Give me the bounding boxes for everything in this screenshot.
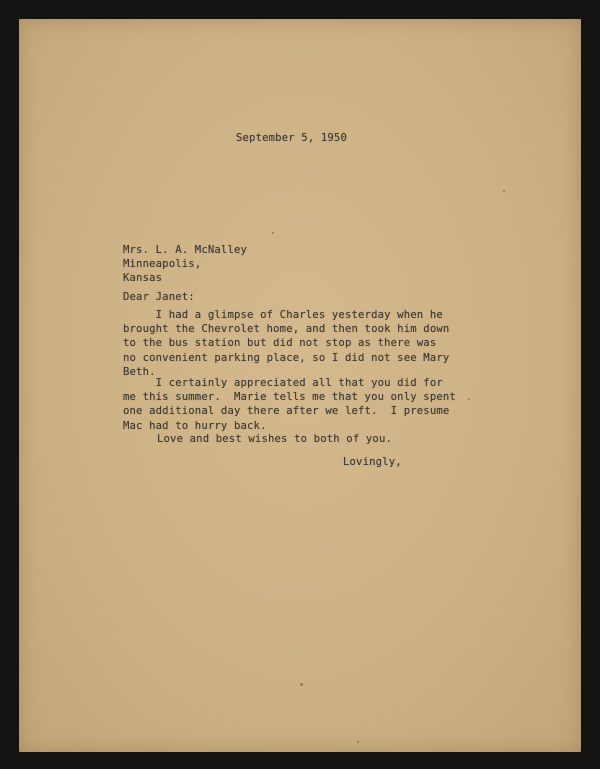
paragraph-line: to the bus station but did not stop as there was	[123, 337, 437, 350]
love-line: Love and best wishes to both of you.	[157, 433, 393, 445]
recipient-name: Mrs. L. A. McNalley	[123, 244, 248, 256]
paper-speck	[503, 190, 505, 192]
paragraph-line: no convenient parking place, so I did not see Mary	[123, 351, 450, 364]
paragraph-line: brought the Chevrolet home, and then took him down	[123, 323, 450, 336]
recipient-address	[123, 243, 247, 286]
paper-speck	[300, 683, 303, 686]
paper-speck	[357, 741, 359, 743]
paragraph-line: Beth.	[123, 365, 156, 378]
body-paragraph-2	[123, 376, 456, 433]
recipient-state: Kansas	[123, 272, 163, 285]
paragraph-line: I had a glimpse of Charles yesterday when he	[123, 309, 443, 321]
paper-speck	[468, 398, 470, 400]
paragraph-line: one additional day there after we left. I presume	[123, 405, 450, 418]
closing: Lovingly,	[343, 456, 402, 468]
salutation: Dear Janet:	[123, 291, 195, 303]
letter-date: September 5, 1950	[236, 132, 347, 144]
paper-speck	[272, 232, 274, 234]
paragraph-line: I certainly appreciated all that you did for	[123, 377, 443, 389]
paragraph-line: Mac had to hurry back.	[123, 419, 267, 432]
paragraph-line: me this summer. Marie tells me that you only spent	[123, 391, 456, 404]
recipient-city: Minneapolis,	[123, 258, 202, 271]
body-paragraph-1	[123, 308, 449, 379]
